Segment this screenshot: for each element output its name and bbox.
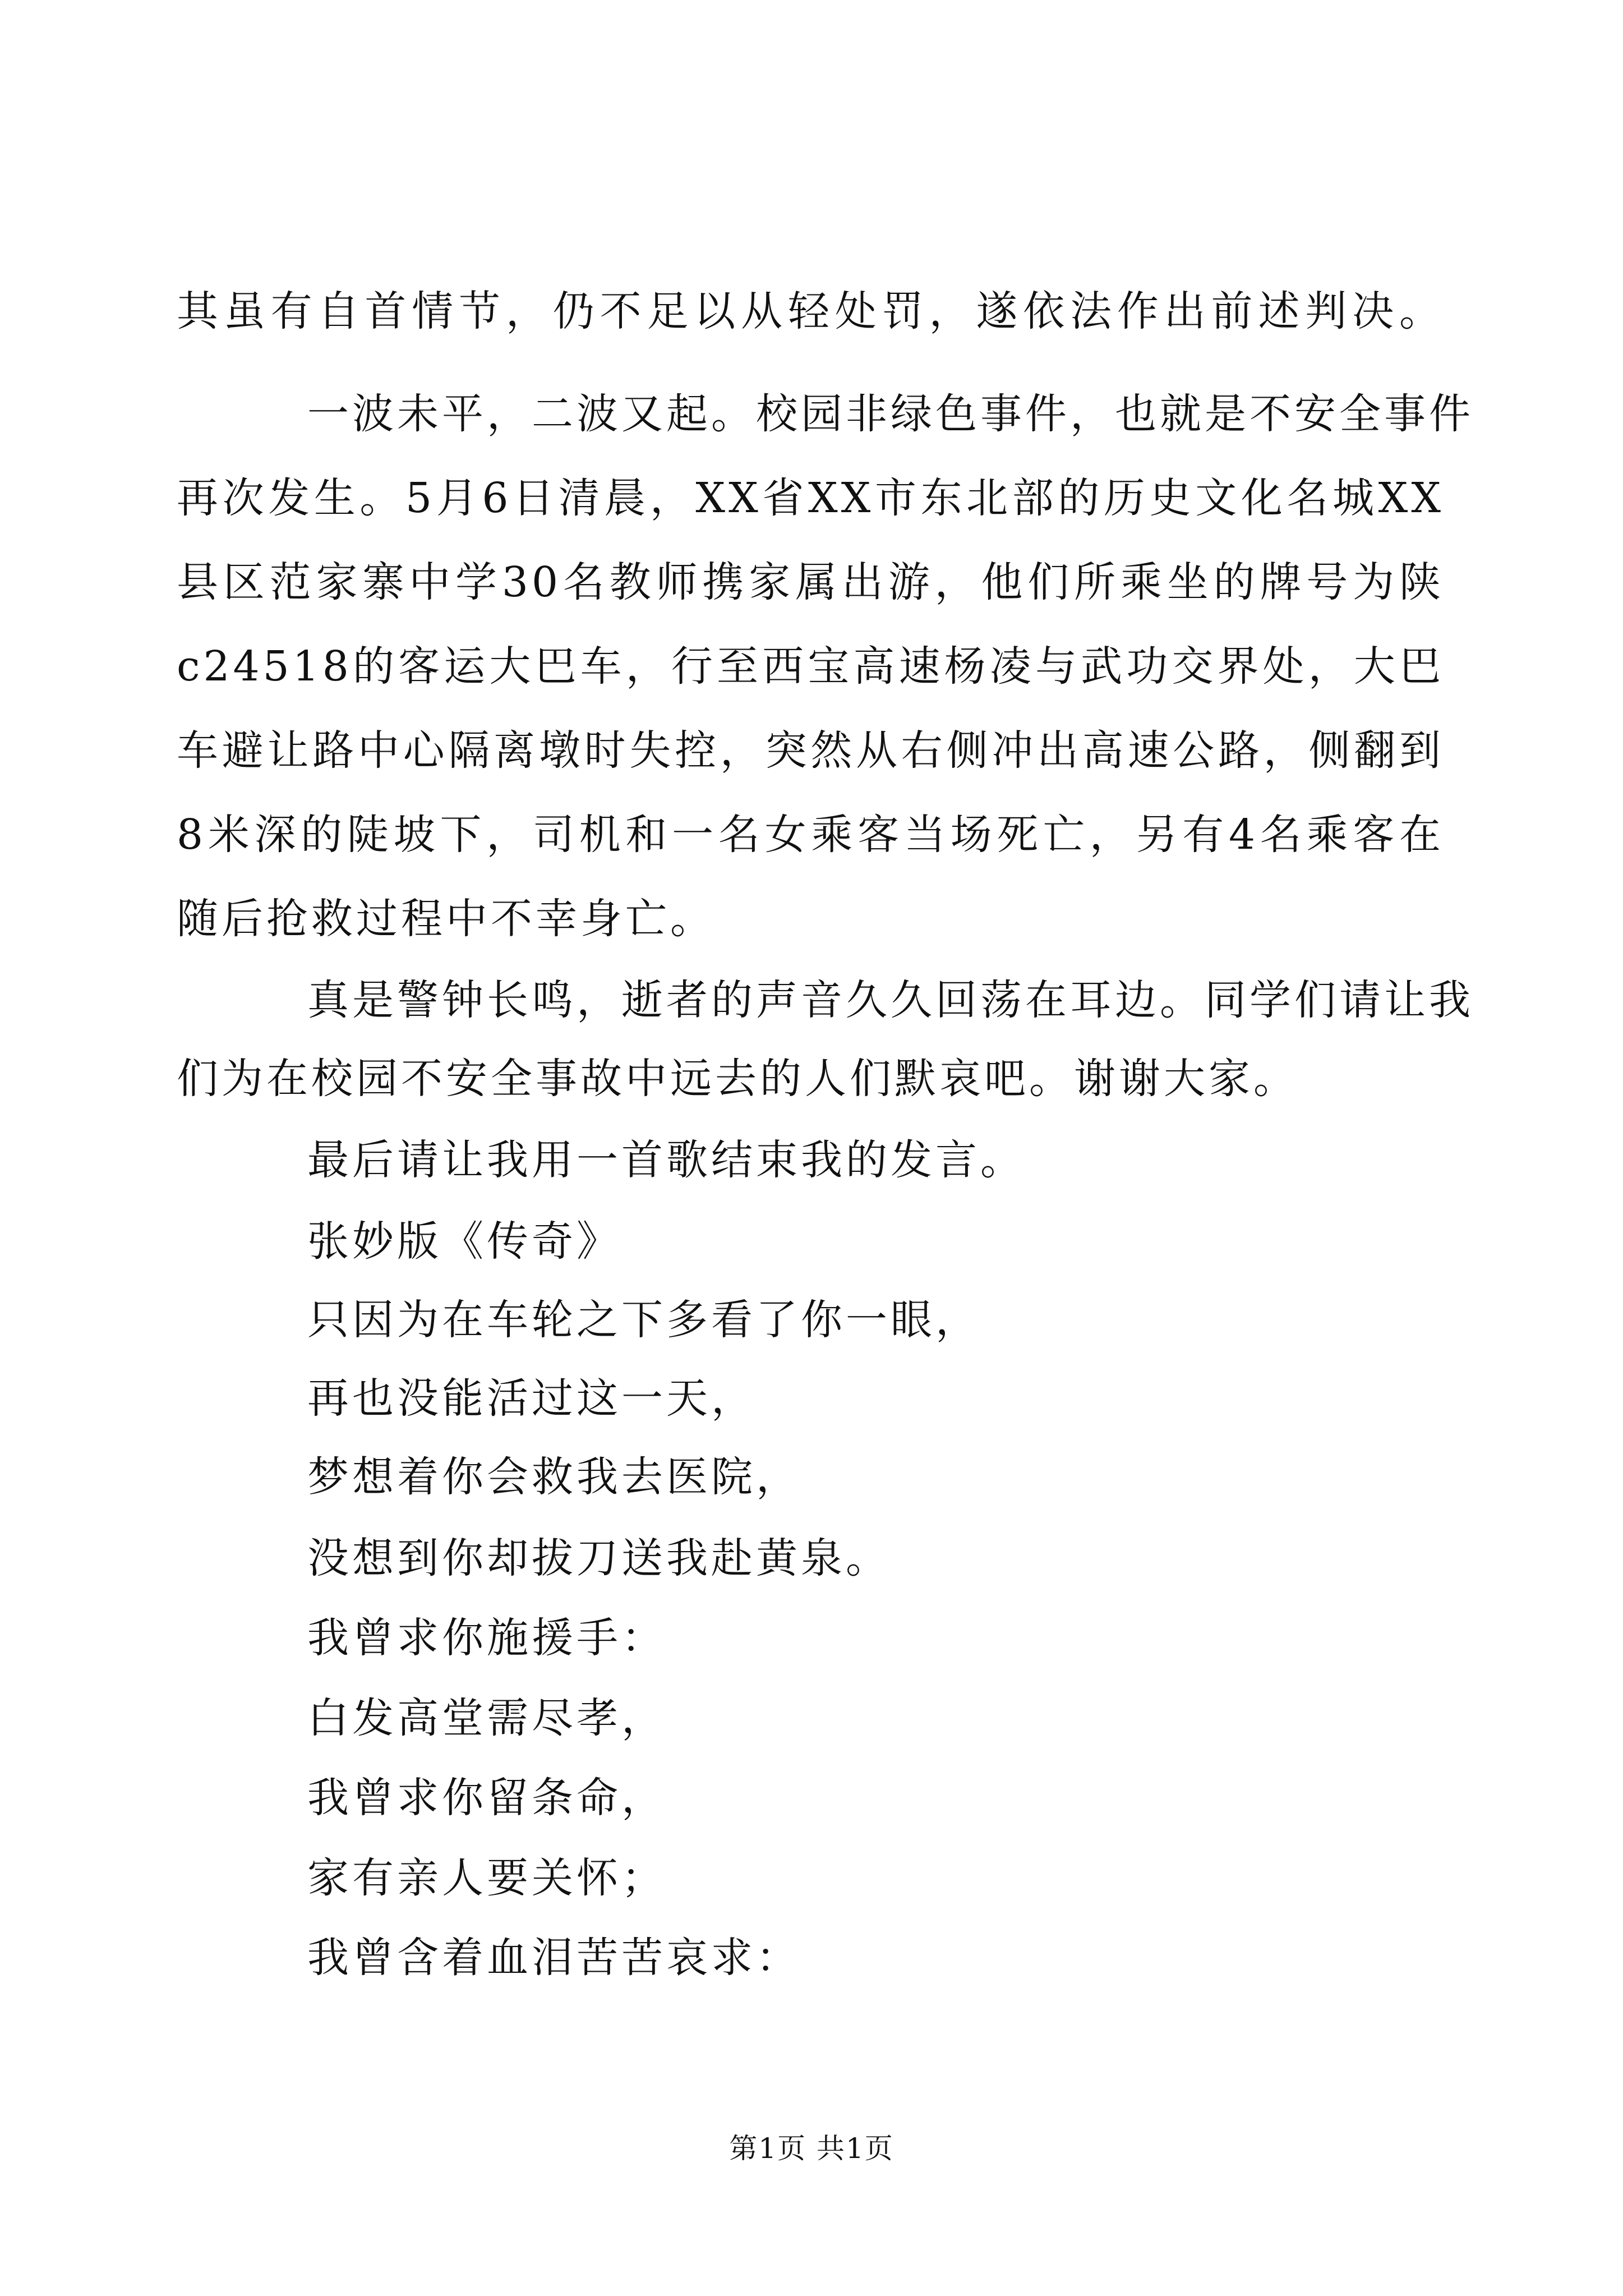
text-line: 车避让路中心隔离墩时失控，突然从右侧冲出高速公路，侧翻到: [177, 726, 1444, 775]
text-line: 我曾求你留条命，: [307, 1774, 666, 1822]
text-line: 张妙版《传奇》: [307, 1217, 621, 1266]
text-line: 县区范家寨中学30名教师携家属出游，他们所乘坐的牌号为陕: [177, 558, 1444, 606]
text-line: 白发高堂需尽孝，: [307, 1694, 666, 1742]
text-line: 8米深的陡坡下，司机和一名女乘客当场死亡，另有4名乘客在: [177, 811, 1444, 859]
text-line: 再也没能活过这一天，: [307, 1374, 756, 1423]
text-line: 真是警钟长鸣，逝者的声音久久回荡在耳边。同学们请让我: [307, 976, 1474, 1024]
text-line: 我曾求你施援手：: [307, 1614, 666, 1662]
text-line: 其虽有自首情节，仍不足以从轻处罚，遂依法作出前述判决。: [177, 287, 1444, 335]
text-line: 家有亲人要关怀；: [307, 1854, 666, 1902]
text-line: c24518的客运大巴车，行至西宝高速杨凌与武功交界处，大巴: [177, 642, 1444, 691]
text-line: 最后请让我用一首歌结束我的发言。: [307, 1136, 1025, 1184]
text-line: 再次发生。5月6日清晨，XX省XX市东北部的历史文化名城XX: [177, 474, 1444, 522]
page-footer: [0, 2126, 1623, 2171]
text-line: 们为在校园不安全事故中远去的人们默哀吧。谢谢大家。: [177, 1055, 1298, 1103]
page-number-label: 第1页 共1页: [729, 2132, 894, 2165]
text-line: 我曾含着血泪苦苦哀求：: [307, 1934, 801, 1982]
text-line: 梦想着你会救我去医院，: [307, 1453, 801, 1501]
text-line: 只因为在车轮之下多看了你一眼，: [307, 1296, 980, 1344]
text-line: 没想到你却拔刀送我赴黄泉。: [307, 1534, 891, 1582]
text-line: 随后抢救过程中不幸身亡。: [177, 895, 715, 943]
text-line: 一波未平，二波又起。校园非绿色事件，也就是不安全事件: [307, 390, 1474, 438]
